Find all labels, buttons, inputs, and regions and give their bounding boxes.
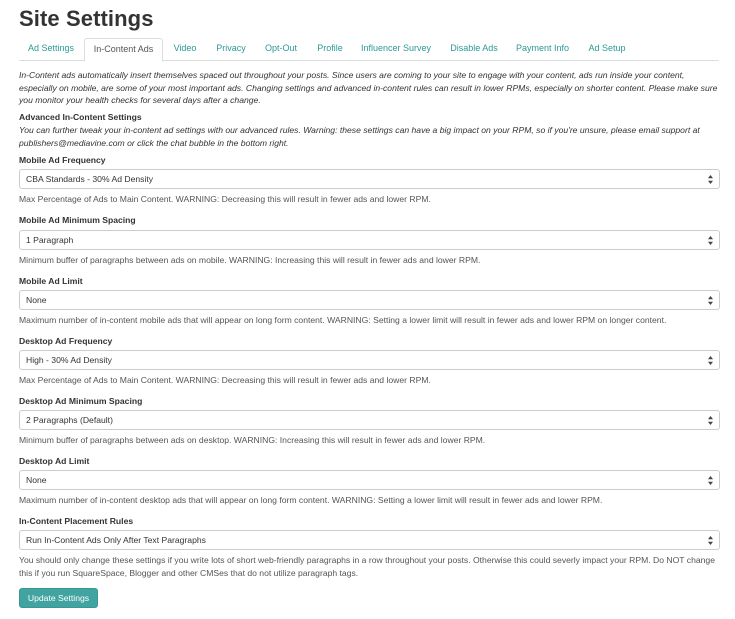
select-value: 2 Paragraphs (Default) xyxy=(26,415,113,425)
page-title: Site Settings xyxy=(19,6,154,31)
desktop-ad-frequency-help: Max Percentage of Ads to Main Content. WARNING: Decreasing this will result in fewer ads and lower RPM. xyxy=(19,375,431,385)
tab-payment-info[interactable]: Payment Info xyxy=(515,43,570,53)
updown-arrows-icon xyxy=(707,295,714,306)
updown-arrows-icon xyxy=(707,174,714,185)
placement-rules-label: In-Content Placement Rules xyxy=(19,516,134,526)
placement-rules-select[interactable] xyxy=(19,530,720,550)
updown-arrows-icon xyxy=(707,235,714,246)
tab-influencer-survey[interactable]: Influencer Survey xyxy=(360,43,432,53)
select-value: 1 Paragraph xyxy=(26,235,74,245)
mobile-ad-frequency-select[interactable] xyxy=(19,169,720,189)
updown-arrows-icon xyxy=(707,475,714,486)
mobile-ad-min-spacing-help: Minimum buffer of paragraphs between ads on mobile. WARNING: Increasing this will result in fewer ads and lower RPM. xyxy=(19,255,481,265)
tab-disable-ads[interactable]: Disable Ads xyxy=(450,43,498,53)
desktop-ad-limit-label: Desktop Ad Limit xyxy=(19,456,90,466)
tab-in-content-ads[interactable]: In-Content Ads xyxy=(84,38,163,62)
intro-text: In-Content ads automatically insert themselves spaced out throughout your posts. Since users are coming to your site to engage with your content, ads run inside your content, especially on mobile, are some of your most important ads. Changing settings and advanced in-content rules can result in lower RPMs, especially on shorter content. Please make sure you monitor your health checks for several days after a change. xyxy=(19,70,718,106)
select-value: Run In-Content Ads Only After Text Paragraphs xyxy=(26,535,206,545)
tab-bar xyxy=(19,38,719,61)
mobile-ad-limit-select[interactable] xyxy=(19,290,720,310)
mobile-ad-frequency-help: Max Percentage of Ads to Main Content. WARNING: Decreasing this will result in fewer ads and lower RPM. xyxy=(19,194,431,204)
select-value: None xyxy=(26,475,47,485)
desktop-ad-limit-help: Maximum number of in-content desktop ads that will appear on long form content. WARNING: Setting a lower limit will result in fewer ads and lower RPM. xyxy=(19,495,603,505)
advanced-text: You can further tweak your in-content ad settings with our advanced rules. Warning: these settings can have a big impact on your RPM, so if you're unsure, please email support at publishers@mediavine.com or click the chat bubble in the bottom right. xyxy=(19,125,700,148)
desktop-ad-min-spacing-label: Desktop Ad Minimum Spacing xyxy=(19,396,143,406)
select-value: None xyxy=(26,295,47,305)
desktop-ad-limit-select[interactable] xyxy=(19,470,720,490)
select-value: CBA Standards - 30% Ad Density xyxy=(26,174,154,184)
select-value: High - 30% Ad Density xyxy=(26,355,112,365)
update-settings-button[interactable]: Update Settings xyxy=(19,588,98,608)
tab-video[interactable]: Video xyxy=(173,43,197,53)
desktop-ad-frequency-select[interactable] xyxy=(19,350,720,370)
mobile-ad-min-spacing-select[interactable] xyxy=(19,230,720,250)
mobile-ad-min-spacing-label: Mobile Ad Minimum Spacing xyxy=(19,215,136,225)
desktop-ad-min-spacing-select[interactable] xyxy=(19,410,720,430)
tab-privacy[interactable]: Privacy xyxy=(216,43,246,53)
advanced-heading: Advanced In-Content Settings xyxy=(19,112,142,122)
mobile-ad-limit-help: Maximum number of in-content mobile ads that will appear on long form content. WARNING: Setting a lower limit will result in fewer ads and lower RPM on longer content. xyxy=(19,315,667,325)
updown-arrows-icon xyxy=(707,355,714,366)
updown-arrows-icon xyxy=(707,535,714,546)
tab-opt-out[interactable]: Opt-Out xyxy=(264,43,297,53)
mobile-ad-limit-label: Mobile Ad Limit xyxy=(19,276,83,286)
tab-ad-settings[interactable]: Ad Settings xyxy=(27,43,75,53)
tab-profile[interactable]: Profile xyxy=(317,43,343,53)
desktop-ad-frequency-label: Desktop Ad Frequency xyxy=(19,336,113,346)
desktop-ad-min-spacing-help: Minimum buffer of paragraphs between ads on desktop. WARNING: Increasing this will result in fewer ads and lower RPM. xyxy=(19,435,486,445)
placement-rules-help: You should only change these settings if you write lots of short web-friendly paragraphs in a row throughout your posts. Otherwise this could severly impact your RPM. Do NOT change this if you run SquareSpace, Blogger and other CMSes that do not utilize paragraph tags. xyxy=(19,555,715,578)
updown-arrows-icon xyxy=(707,415,714,426)
mobile-ad-frequency-label: Mobile Ad Frequency xyxy=(19,155,106,165)
tab-ad-setup[interactable]: Ad Setup xyxy=(588,43,626,53)
